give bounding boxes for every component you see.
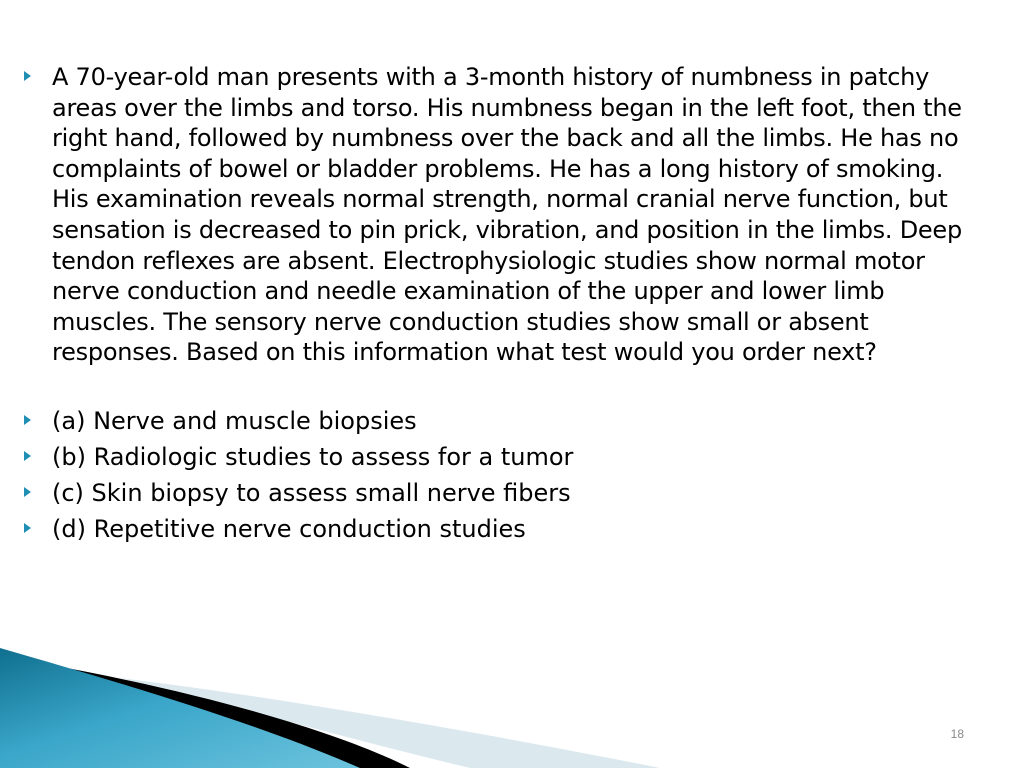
answer-option-label: (a) Nerve and muscle biopsies (52, 406, 417, 435)
answer-option-label: (d) Repetitive nerve conduction studies (52, 514, 526, 543)
question-text: A 70-year-old man presents with a 3-month history of numbness in patchy areas over the limbs and torso. His numbness began in the left foot, then the right hand, followed by numbness over the back and all the limbs. He has no complaints of bowel or bladder problems. He has a long history of smoking. His examination reveals normal strength, normal cranial nerve function, but sensation is decreased to pin prick, vibration, and position in the limbs. Deep tendon reflexes are absent. Electrophysiologic studies show normal motor nerve conduction and needle examination of the upper and lower limb muscles. The sensory nerve conduction studies show small or absent responses. Based on this information what test would you order next? (52, 63, 962, 367)
answer-option-label: (b) Radiologic studies to assess for a tumor (52, 442, 574, 471)
answer-option-label: (c) Skin biopsy to assess small nerve fibers (52, 478, 571, 507)
slide-number: 18 (950, 727, 964, 741)
